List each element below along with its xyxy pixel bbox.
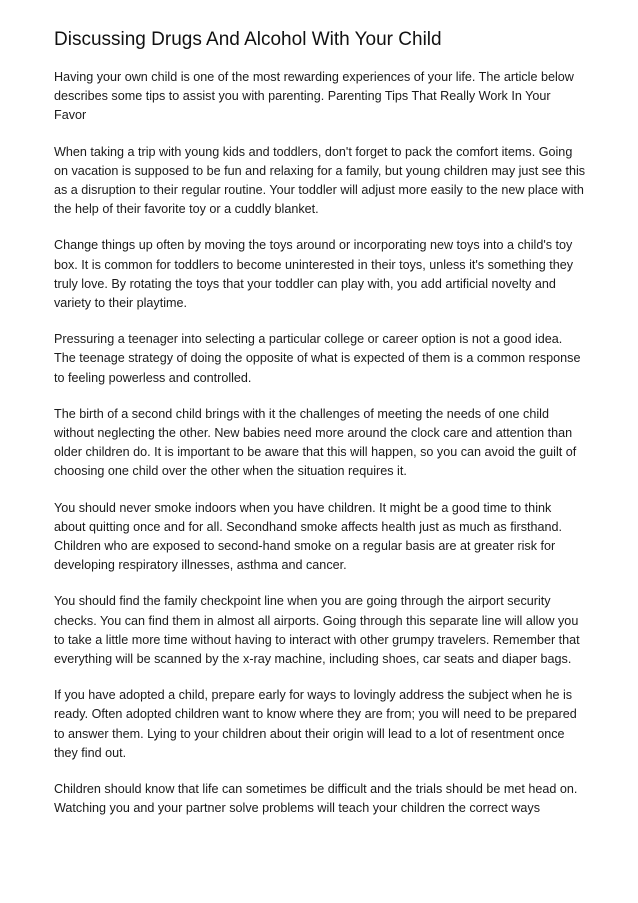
paragraph-second-child: The birth of a second child brings with it the challenges of meeting the needs of one child without neglecting the other. New babies need more around the clock care and attention than older children do. It is important to be aware that this will happen, so you can avoid the guilt of choosing one child over the other when the situation requires it.	[54, 406, 577, 479]
paragraph-adoption: If you have adopted a child, prepare early for ways to lovingly address the subject when he is ready. Often adopted children want to know where they are from; you will need to be prepared to answer them. Lying to your children about their origin will lead to a lot of resentment once they find out.	[54, 688, 577, 760]
paragraph-trip-comfort-items: When taking a trip with young kids and toddlers, don't forget to pack the comfort items. Going on vacation is supposed to be fun and relaxing for a family, but young children may just see this as a disruption to their regular routine. Your toddler will adjust more easily to the new place with the help of their favorite toy or a cuddly blanket.	[54, 144, 586, 217]
paragraph-intro: Having your own child is one of the most rewarding experiences of your life. The article below describes some tips to assist you with parenting. Parenting Tips That Really Work In Your Favor	[54, 70, 574, 123]
paragraph-teenager-pressure: Pressuring a teenager into selecting a particular college or career option is not a good idea. The teenage strategy of doing the opposite of what is expected of them is a common response to feeling powerless and controlled.	[54, 332, 581, 385]
paragraph-airport-security: You should find the family checkpoint line when you are going through the airport security checks. You can find them in almost all airports. Going through this separate line will allow you to take a little more time without having to interact with other grumpy travelers. Remember that everything will be scanned by the x-ray machine, including shoes, car seats and diaper bags.	[54, 594, 580, 667]
document-title: Discussing Drugs And Alcohol With Your Child	[54, 29, 442, 50]
paragraph-smoking: You should never smoke indoors when you have children. It might be a good time to think about quitting once and for all. Secondhand smoke affects health just as much as firsthand. Children who are exposed to second-hand smoke on a regular basis are at greater risk for developing respiratory illnesses, asthma and cancer.	[54, 500, 563, 573]
paragraph-difficult-life: Children should know that life can sometimes be difficult and the trials should be met head on. Watching you and your partner solve problems will teach your children the correct ways	[54, 782, 578, 816]
paragraph-rotate-toys: Change things up often by moving the toys around or incorporating new toys into a child's toy box. It is common for toddlers to become uninterested in their toys, unless it's something they truly love. By rotating the toys that your toddler can play with, you add artificial novelty and variety to their playtime.	[54, 238, 574, 311]
document-body	[54, 68, 586, 836]
